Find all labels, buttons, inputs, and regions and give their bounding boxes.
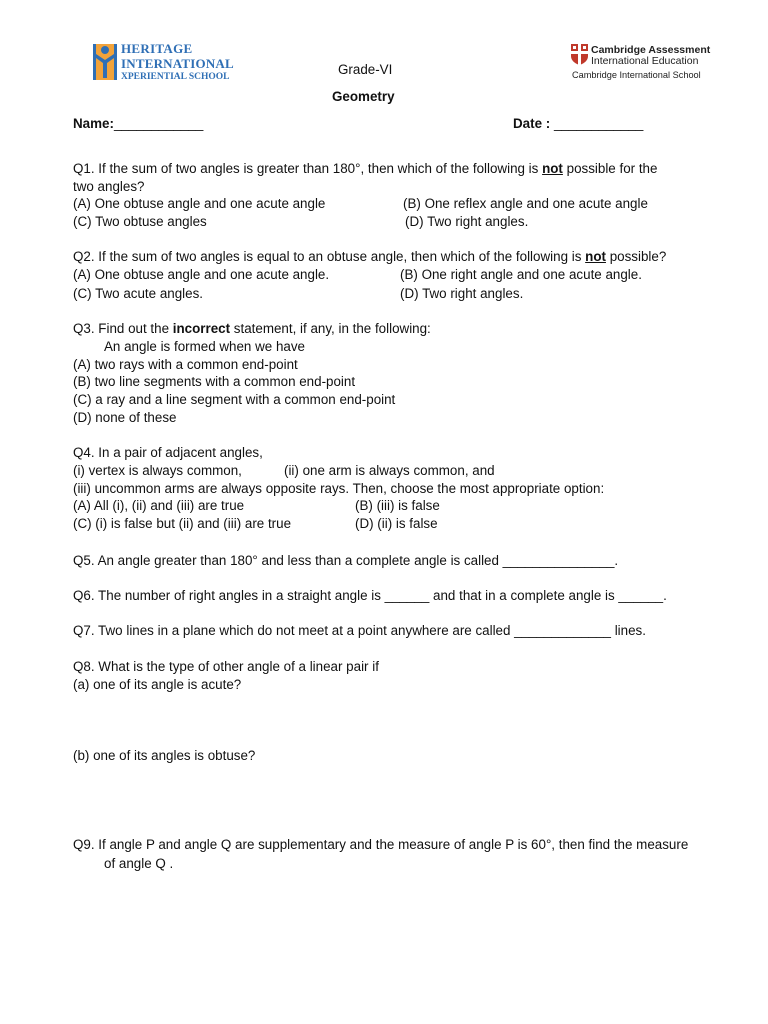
q2-emphasis: not — [585, 249, 606, 264]
q2-option-c: (C) Two acute angles. — [73, 286, 204, 301]
q4-statement-i: (i) vertex is always common, — [73, 463, 242, 478]
date-label: Date : — [513, 116, 554, 131]
school-name-line3: XPERIENTIAL SCHOOL — [121, 72, 230, 82]
q3-option-a: (A) two rays with a common end-point — [73, 357, 298, 372]
q1-option-d: (D) Two right angles. — [405, 214, 529, 229]
q7-question: Q7. Two lines in a plane which do not meet at a point anywhere are called _____________ lines. — [73, 623, 646, 638]
name-label: Name: — [73, 116, 114, 131]
q3-emphasis: incorrect — [172, 321, 231, 336]
school-name-line2: INTERNATIONAL — [121, 56, 234, 71]
q4-option-c: (C) (i) is false but (ii) and (iii) are true — [73, 516, 292, 531]
q1-question — [73, 160, 657, 178]
q9-question-cont: of angle Q . — [104, 856, 174, 871]
q3-option-d: (D) none of these — [73, 410, 177, 425]
cambridge-logo — [571, 44, 711, 84]
q3-subtext: An angle is formed when we have — [104, 339, 305, 354]
name-field — [73, 115, 203, 133]
q1-emphasis: not — [542, 161, 563, 176]
q8-question: Q8. What is the type of other angle of a linear pair if — [73, 659, 379, 674]
q3-question — [73, 320, 431, 338]
q8-part-b: (b) one of its angles is obtuse? — [73, 748, 256, 763]
heritage-school-logo — [93, 41, 233, 87]
q6-question: Q6. The number of right angles in a straight angle is ______ and that in a complete angle is ______. — [73, 588, 667, 603]
q4-option-b: (B) (iii) is false — [355, 498, 440, 513]
name-blank: ____________ — [113, 116, 204, 131]
date-field — [513, 115, 643, 133]
cambridge-shield-icon — [571, 44, 588, 65]
q8-part-a: (a) one of its angle is acute? — [73, 677, 242, 692]
cambridge-line3: Cambridge International School — [572, 70, 701, 80]
q2-option-b: (B) One right angle and one acute angle. — [400, 267, 642, 282]
heritage-figure-icon — [93, 42, 117, 82]
grade-label: Grade-VI — [338, 62, 393, 77]
q2-text-end: possible? — [605, 249, 667, 264]
q3-option-c: (C) a ray and a line segment with a common end-point — [73, 392, 396, 407]
date-blank: ____________ — [553, 116, 644, 131]
q2-question — [73, 248, 666, 266]
cambridge-line2: International Education — [591, 55, 699, 67]
q1-option-b: (B) One reflex angle and one acute angle — [403, 196, 648, 211]
q3-text: Q3. Find out the — [73, 321, 173, 336]
q1-text-end: possible for the — [562, 161, 658, 176]
cambridge-line1: Cambridge Assessment — [591, 44, 711, 56]
q1-question-cont: two angles? — [73, 179, 145, 194]
q4-statement-ii: (ii) one arm is always common, and — [284, 463, 495, 478]
q4-question: Q4. In a pair of adjacent angles, — [73, 445, 263, 460]
q1-option-c: (C) Two obtuse angles — [73, 214, 207, 229]
school-name-line1: HERITAGE — [121, 41, 193, 56]
q9-question: Q9. If angle P and angle Q are supplementary and the measure of angle P is 60°, then find the measure — [73, 837, 689, 852]
q2-text: Q2. If the sum of two angles is equal to an obtuse angle, then which of the following is — [73, 249, 586, 264]
q5-question: Q5. An angle greater than 180° and less than a complete angle is called _______________. — [73, 553, 619, 568]
q3-text-end: statement, if any, in the following: — [230, 321, 431, 336]
q4-option-d: (D) (ii) is false — [355, 516, 438, 531]
q4-statement-iii: (iii) uncommon arms are always opposite rays. Then, choose the most appropriate option: — [73, 481, 605, 496]
q1-text: Q1. If the sum of two angles is greater than 180°, then which of the following is — [73, 161, 543, 176]
page-title: Geometry — [332, 89, 395, 104]
q1-option-a: (A) One obtuse angle and one acute angle — [73, 196, 326, 211]
q2-option-d: (D) Two right angles. — [400, 286, 524, 301]
q2-option-a: (A) One obtuse angle and one acute angle. — [73, 267, 330, 282]
q3-option-b: (B) two line segments with a common end-point — [73, 374, 356, 389]
q4-option-a: (A) All (i), (ii) and (iii) are true — [73, 498, 245, 513]
